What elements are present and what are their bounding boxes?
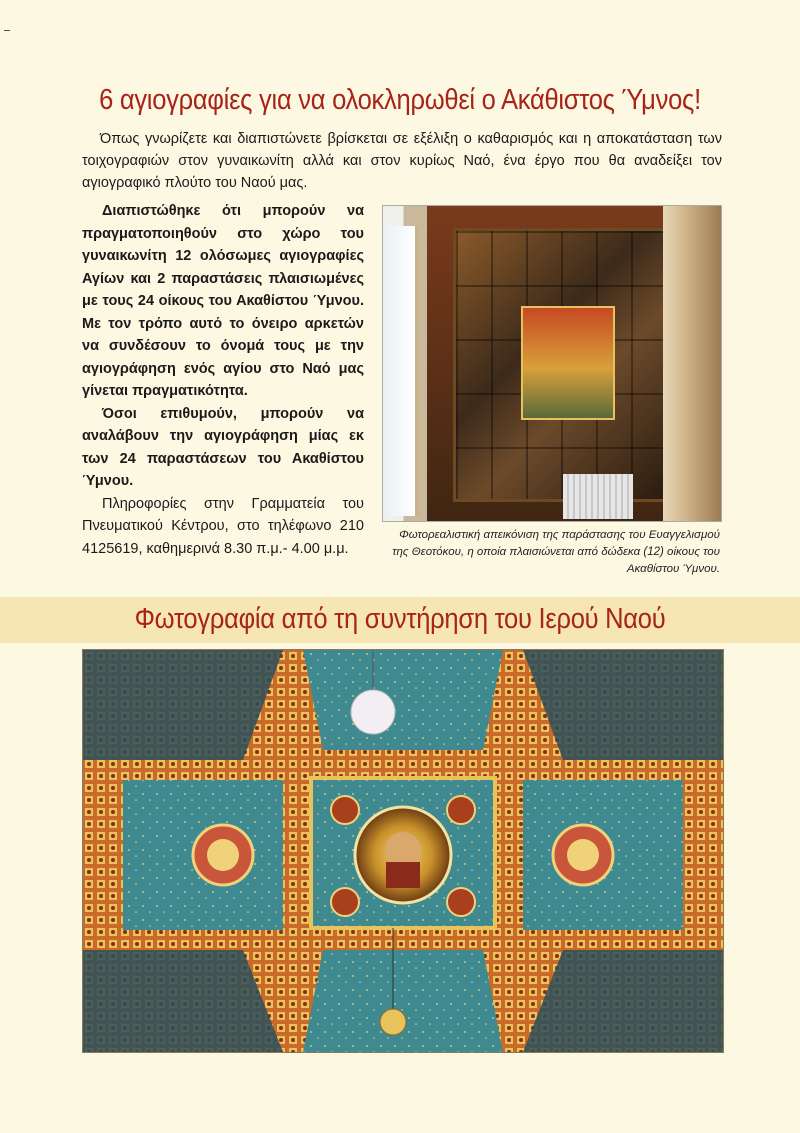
body-paragraph-1: Διαπιστώθηκε ότι μπορούν να πραγματοποιηθούν στο χώρο του γυναικωνίτη 12 ολόσωμες αγιογραφίες Αγίων και 2 παραστάσεις πλαισιωμένες με τους 24 οίκους του Ακαθίστου Ύμνου. Με τον τρόπο αυτό το όνειρο αρκετών να συνδέσουν το όνομά τους με την αγιογράφηση ενός αγίου στο Ναό μας γίνεται πραγματικότητα. — [82, 203, 364, 399]
crop-mark — [4, 30, 10, 31]
photo-caption: Φωτορεαλιστική απεικόνιση της παράστασης του Ευαγγελισμού της Θεοτόκου, η οποία πλαισιώνεται από δώδεκα (12) οίκους του Ακαθίστου Ύμνου. — [392, 529, 720, 575]
vault-top — [303, 650, 503, 750]
vault-bottom — [303, 950, 503, 1052]
iconostasis-photo — [382, 205, 722, 522]
text-column — [82, 200, 364, 560]
section-title: Φωτογραφία από τη συντήρηση του Ιερού Ναού — [134, 603, 666, 635]
annunciation-panel — [521, 306, 615, 420]
body-paragraph-2: Όσοι επιθυμούν, μπορούν να αναλάβουν την αγιογράφηση μίας εκ των 24 παραστάσεων του Ακαθίστου Ύμνου. — [82, 405, 364, 489]
ceiling-photo — [82, 649, 724, 1053]
intro-paragraph: Όπως γνωρίζετε και διαπιστώνετε βρίσκεται σε εξέλιξη ο καθαρισμός και η αποκατάσταση των τοιχογραφιών στον γυναικωνίτη αλλά και στον κυρίως Ναό, ένα έργο που θα αναδείξει τον αγιογραφικό πλούτο του Ναού μας. — [82, 131, 722, 191]
radiator — [563, 474, 633, 519]
contact-paragraph: Πληροφορίες στην Γραμματεία του Πνευματικού Κέντρου, στο τηλέφωνο 210 4125619, καθημερινά 8.30 π.μ.- 4.00 μ.μ. — [82, 495, 364, 557]
church-window — [383, 226, 419, 516]
ceiling-illustration — [83, 650, 723, 1052]
church-pillar — [663, 206, 721, 521]
article-title: 6 αγιογραφίες για να ολοκληρωθεί ο Ακάθιστος Ύμνος! — [99, 84, 701, 116]
